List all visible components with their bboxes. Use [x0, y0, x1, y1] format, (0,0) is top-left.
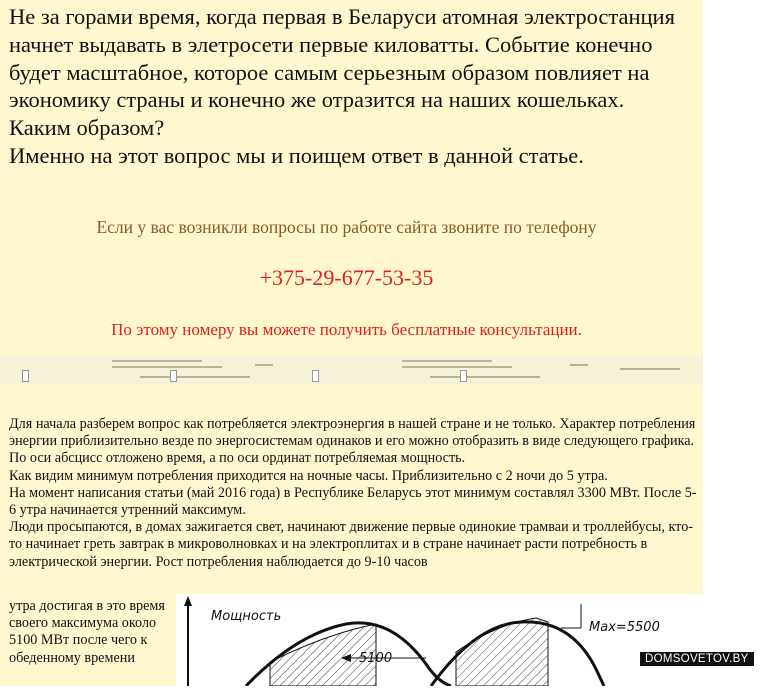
ad-checkbox-icon	[22, 370, 29, 382]
max-label: Max=5500	[589, 620, 660, 635]
article-paragraph: Люди просыпаются, в домах зажигается свет, начинают движение первые одинокие трамваи и троллейбусы, кто-то начинает греть завтрак в микроволновках и на электроплитах и в стране начинает расти потребность в электрической энергии. Рост потребления наблюдается до 9-10 часов	[9, 519, 694, 570]
ad-checkbox-icon	[312, 370, 319, 382]
ad-line	[402, 366, 512, 368]
hatched-area	[456, 618, 548, 686]
intro-panel	[0, 0, 703, 362]
graph-svg	[176, 594, 703, 686]
ad-line	[255, 364, 273, 366]
ad-line	[570, 364, 588, 366]
ad-line	[490, 376, 540, 378]
phone-number[interactable]: +375-29-677-53-35	[259, 265, 434, 290]
intro-text	[9, 3, 699, 170]
ad-line	[402, 360, 492, 362]
consultation-text: По этому номеру вы можете получить бесплатные консультации.	[111, 320, 582, 339]
contact-question: Если у вас возникли вопросы по работе сайта звоните по телефону	[96, 217, 597, 237]
power-consumption-graph	[176, 594, 703, 686]
ad-banner[interactable]	[0, 356, 703, 384]
site-watermark: DOMSOVETOV.BY	[640, 652, 754, 666]
article-text	[9, 416, 697, 571]
side-panel	[0, 594, 176, 686]
peak-label: 5100	[359, 651, 393, 666]
side-text: утра достигая в это время своего максимума около 5100 МВт после чего к обеденному времени	[9, 598, 165, 666]
article-paragraph: Для начала разберем вопрос как потребляется электроэнергия в нашей стране и не только. Характер потребления энергии приблизительно везде по энергосистемам одинаков и его можно отобразить в виде следующего графика. По оси абсцисс отложено время, а по оси ординат потребляемая мощность.	[9, 416, 696, 467]
article-panel	[0, 384, 703, 594]
ad-line	[620, 368, 680, 370]
ad-checkbox-icon	[170, 370, 177, 382]
intro-paragraph: Не за горами время, когда первая в Беларуси атомная электростанция начнет выдавать в элетросети первые киловатты. Событие конечно будет масштабное, которое самым серьезным образом повлияет на экономику страны и конечно же отразится на наших кошельках.	[9, 4, 675, 113]
intro-answer: Именно на этот вопрос мы и поищем ответ в данной статье.	[9, 142, 584, 168]
y-axis-arrow-icon	[184, 596, 192, 606]
ad-line	[112, 366, 222, 368]
ad-strip-left[interactable]	[0, 356, 290, 384]
y-axis-label: Мощность	[211, 609, 282, 624]
ad-line	[112, 360, 202, 362]
article-paragraph: На момент написания статьи (май 2016 года) в Республике Беларусь этот минимум составлял 3300 МВт. После 5-6 утра начинается утренний максимум.	[9, 484, 697, 519]
ad-line	[200, 376, 250, 378]
intro-question: Каким образом?	[9, 115, 165, 141]
ad-checkbox-icon	[460, 370, 467, 382]
ad-strip-right[interactable]	[290, 356, 703, 384]
article-paragraph: Как видим минимум потребления приходится на ночные часы. Приблизительно с 2 ночи до 5 утра.	[9, 467, 608, 484]
